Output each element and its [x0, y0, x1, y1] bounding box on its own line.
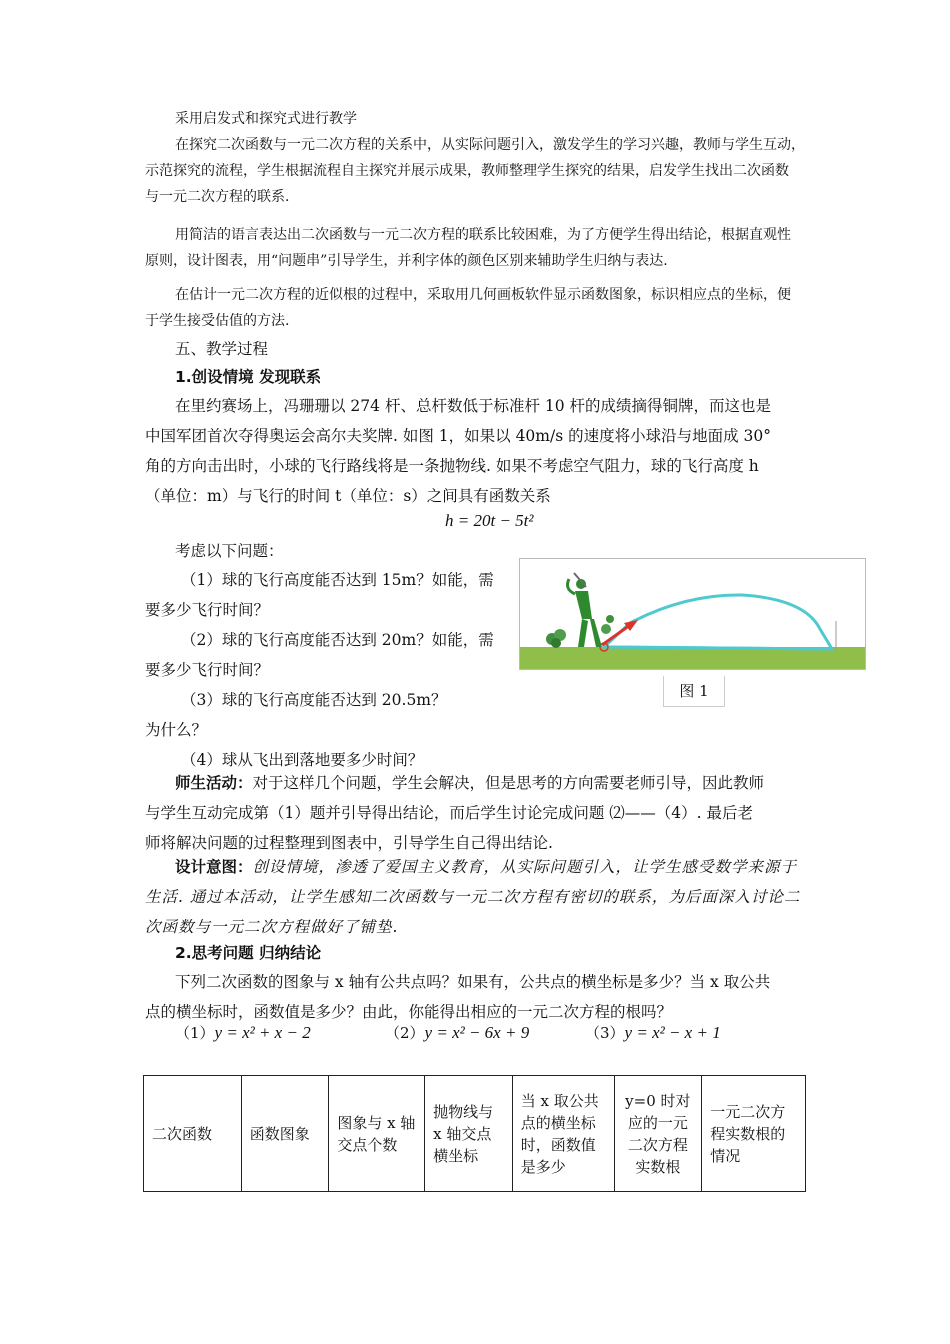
story-line: （单位：m）与飞行的时间 t（单位：s）之间具有函数关系	[145, 487, 551, 505]
table-header-cell: 函数图象	[241, 1076, 329, 1192]
question-3-line: 为什么？	[145, 721, 208, 739]
function-item	[175, 1022, 311, 1043]
think-line: 下列二次函数的图象与 x 轴有公共点吗？如果有，公共点的横坐标是多少？当 x 取公共	[175, 973, 771, 991]
figure-1-golf-illustration	[519, 558, 866, 670]
question-1-line: 要多少飞行时间？	[145, 601, 270, 619]
estimation-paragraph	[145, 282, 807, 334]
table-header-cell: 图象与 x 轴交点个数	[329, 1076, 425, 1192]
teaching-method-paragraph	[145, 106, 807, 210]
section-title	[145, 334, 807, 364]
design-line: 次函数与一元二次方程做好了铺垫.	[145, 918, 399, 936]
question-3-line: （3）球的飞行高度能否达到 20.5m？	[181, 691, 447, 709]
design-label: 设计意图：	[175, 858, 253, 876]
expression-paragraph	[145, 222, 807, 274]
story-line: 角的方向击出时，小球的飞行路线将是一条抛物线. 如果不考虑空气阻力，球的飞行高度 h	[145, 457, 759, 475]
figure-1-caption: 图 1	[663, 676, 725, 707]
function-label: （2）	[385, 1024, 425, 1042]
table-header-cell: 当 x 取公共点的横坐标时，函数值是多少	[512, 1076, 614, 1192]
think-paragraph	[145, 967, 807, 1027]
function-expression: y = x² − 6x + 9	[424, 1023, 530, 1042]
estimation-line: 于学生接受估值的方法.	[145, 313, 290, 329]
trajectory-baseline	[604, 647, 832, 649]
story-paragraph	[145, 391, 807, 511]
question-1-line: （1）球的飞行高度能否达到 15m？如能，需	[181, 571, 494, 589]
function-label: （3）	[585, 1024, 625, 1042]
activity-label: 师生活动：	[175, 774, 253, 792]
table-header-cell: 一元二次方程实数根的情况	[702, 1076, 806, 1192]
function-label: （1）	[175, 1024, 215, 1042]
method-line: 采用启发式和探究式进行教学	[175, 111, 357, 127]
function-item	[585, 1022, 721, 1043]
function-expression: y = x² − x + 1	[624, 1023, 721, 1042]
design-line: 生活. 通过本活动，让学生感知二次函数与一元二次方程有密切的联系，为后面深入讨论二	[145, 888, 801, 906]
section-title-text: 五、教学过程	[175, 340, 269, 358]
story-line: 在里约赛场上，冯珊珊以 274 杆、总杆数低于标准杆 10 杆的成绩摘得铜牌，而这也是	[175, 397, 772, 415]
table-header-row	[144, 1076, 806, 1192]
method-line: 示范探究的流程，学生根据流程自主探究并展示成果，教师整理学生探究的结果，启发学生找出二次函数	[145, 163, 789, 179]
subsection-1-title	[145, 362, 807, 392]
function-list	[175, 1022, 775, 1052]
design-line	[145, 852, 807, 882]
design-text: 创设情境，渗透了爱国主义教育，从实际问题引入，让学生感受数学来源于	[252, 858, 798, 876]
activity-text: 对于这样几个问题，学生会解决，但是思考的方向需要老师引导，因此教师	[252, 774, 765, 792]
consider-text: 考虑以下问题：	[175, 542, 284, 560]
trajectory-curve	[604, 595, 832, 649]
function-expression: y = x² + x − 2	[214, 1023, 311, 1042]
think-line: 点的横坐标时，函数值是多少？由此，你能得出相应的一元二次方程的根吗？	[145, 1003, 673, 1021]
height-formula: h = 20t − 5t²	[445, 511, 534, 530]
table-header-cell: 二次函数	[144, 1076, 242, 1192]
function-item	[385, 1022, 529, 1043]
golfer-icon	[567, 573, 602, 647]
activity-line: 与学生互动完成第（1）题并引导得出结论，而后学生讨论完成问题 ⑵——（4）. 最后老	[145, 804, 754, 822]
analysis-table	[143, 1075, 806, 1192]
subsection-2-text: 2.思考问题 归纳结论	[175, 944, 322, 962]
activity-line	[145, 768, 807, 798]
question-2-line: （2）球的飞行高度能否达到 20m？如能，需	[181, 631, 494, 649]
expression-line: 用简洁的语言表达出二次函数与一元二次方程的联系比较困难，为了方便学生得出结论，根据直观性	[175, 227, 791, 243]
question-4-line: （4）球从飞出到落地要多少时间？	[181, 751, 424, 769]
teacher-student-activity	[145, 768, 807, 858]
subsection-2-title	[145, 938, 807, 968]
expression-line: 原则，设计图表，用“问题串”引导学生，并利字体的颜色区别来辅助学生归纳与表达.	[145, 253, 668, 269]
table-header-cell: 抛物线与 x 轴交点横坐标	[425, 1076, 513, 1192]
method-line: 与一元二次方程的联系.	[145, 189, 290, 205]
design-intent	[145, 852, 807, 942]
subsection-1-text: 1.创设情境 发现联系	[175, 368, 322, 386]
question-list	[145, 565, 515, 775]
method-line: 在探究二次函数与一元二次方程的关系中，从实际问题引入，激发学生的学习兴趣，教师与学生互动，	[175, 137, 805, 153]
activity-line: 师将解决问题的过程整理到图表中，引导学生自己得出结论.	[145, 834, 553, 852]
estimation-line: 在估计一元二次方程的近似根的过程中，采取用几何画板软件显示函数图象，标识相应点的坐标，便	[175, 287, 791, 303]
golf-trajectory-graphic	[520, 559, 865, 669]
story-line: 中国军团首次夺得奥运会高尔夫奖牌. 如图 1，如果以 40m/s 的速度将小球沿与地面成 30°	[145, 427, 771, 445]
table-header-cell: y=0 时对应的一元二次方程实数根	[614, 1076, 702, 1192]
question-2-line: 要多少飞行时间？	[145, 661, 270, 679]
